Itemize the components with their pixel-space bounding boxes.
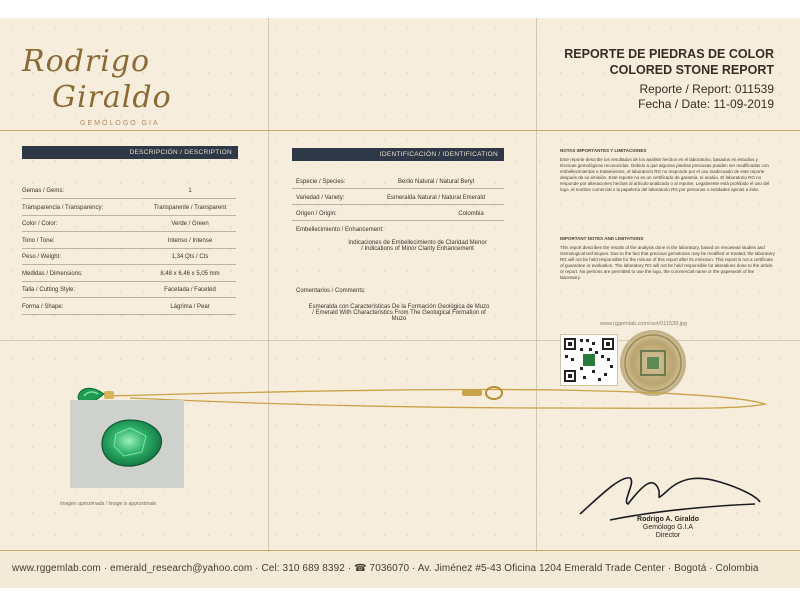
fold-line xyxy=(536,18,537,552)
origin-value: Colombia xyxy=(458,211,484,217)
enhancement-value-line1: Indicaciones de Embellecimiento de Claridad Menor xyxy=(348,240,487,246)
description-value: Transparente / Transparent xyxy=(153,204,227,211)
notes-es-body: Este reporte describe los resultados de los análisis hechos en el laboratorio, basados en estudios y técnicas gemológicas reconocidas. Debido a que algunas piedras preciosas pueden ser modificadas con embellecimientos o tratamientos, el laboratorio RG no responde por el uso inadecuado de este reporte después de su emisión. Este reporte no es un certificado de garantía, ni avalúo. El laboratorio RG no responde por alteraciones hechas al artículo analizado o al reporte. Legalmente está prohibido el uso del logo, el nombre comercial o la papelería del laboratorio RG por personas o entidades ajenas a éste. xyxy=(560,157,770,192)
identification-header: IDENTIFICACIÓN / IDENTIFICATION xyxy=(292,148,504,161)
description-label: Tono / Tone: xyxy=(22,237,55,244)
species-value: Berilo Natural / Natural Beryl xyxy=(397,179,475,185)
notes-es-title: NOTAS IMPORTANTES Y LIMITACIONES xyxy=(560,148,647,153)
comments-label: Comentarios / Comments: xyxy=(296,288,366,294)
cert-url: www.rggemlab.com/cert/011539.jpg xyxy=(600,321,688,327)
footer-rule xyxy=(0,550,800,551)
report-title-en: COLORED STONE REPORT xyxy=(609,63,774,77)
logo-line2: Giraldo xyxy=(52,80,172,115)
signature-title2: Director xyxy=(655,532,681,539)
notes-en-body: This report describes the results of the analysis done in the laboratory, based on renowned studies and Gemological techniques. Due to the fact that precious gemstones may be modified or treated, the laboratory RG will not be held responsible for the misuse of this report after its emission. This report is not a certificate of guarantee or evaluation. The laboratory RG will not be held responsible for alterations done to the article or report. No persons are permitted to use the logo, the commercial name or the paperwork of the laboratory. xyxy=(560,245,775,280)
row-divider xyxy=(22,231,236,232)
enhancement-value xyxy=(330,240,505,252)
gem-photo xyxy=(70,400,184,488)
row-divider xyxy=(22,198,236,199)
report-meta xyxy=(638,82,774,112)
comments-line3: Muzo xyxy=(391,316,407,322)
row-divider xyxy=(22,248,236,249)
report-title-es: REPORTE DE PIEDRAS DE COLOR xyxy=(564,47,774,61)
enhancement-value-line2: / Indications of Minor Clarity Enhancement xyxy=(361,246,474,252)
description-label: Talla / Cutting Style: xyxy=(22,287,76,293)
description-value: Facetada / Faceted xyxy=(164,287,216,293)
variety-value: Esmeralda Natural / Natural Emerald xyxy=(386,195,486,201)
row-divider xyxy=(22,215,236,216)
description-label: Medidas / Dimensions: xyxy=(22,270,83,277)
description-value: 1,34 Qts / Cts xyxy=(171,254,209,260)
footer-contact: www.rggemlab.com · emerald_research@yahoo.com · Cel: 310 689 8392 · ☎ 7036070 · Av. Jiménez #5-43 Oficina 1204 Emerald Trade Center · Bogotá · Colombia xyxy=(12,563,759,574)
signature-block xyxy=(608,516,728,540)
notes-en-title: IMPORTANT NOTES AND LIMITATIONS xyxy=(560,236,644,241)
fold-line xyxy=(268,18,269,552)
origin-label: Origen / Origin: xyxy=(296,211,337,217)
comments-line1: Esmeralda con Características De la Formación Geológica de Muzo xyxy=(308,304,490,310)
description-label: Peso / Weight: xyxy=(22,254,61,260)
row-divider xyxy=(292,188,504,189)
certificate xyxy=(0,18,800,588)
row-divider xyxy=(22,281,236,282)
comments-line2: / Emerald With Characteristics From The Geological Formation of xyxy=(312,310,486,316)
description-value: Intenso / Intense xyxy=(167,237,213,244)
description-label: Forma / Shape: xyxy=(22,303,64,310)
footer xyxy=(0,552,800,588)
notes-en xyxy=(560,236,775,281)
enhancement-label: Embellecimiento / Enhancement: xyxy=(296,227,384,233)
row-divider xyxy=(22,264,236,265)
image-caption: Imagen aproximada / Image is approximate xyxy=(60,501,157,507)
description-header: DESCRIPCIÓN / DESCRIPTION xyxy=(22,146,238,159)
description-label: Gemas / Gems: xyxy=(22,188,65,194)
description-value: 8,48 x 6,46 x 5,05 mm xyxy=(160,270,220,277)
signature-name: Rodrigo A. Giraldo xyxy=(637,516,699,523)
notes-es xyxy=(560,148,775,193)
comments-value xyxy=(296,304,502,322)
logo xyxy=(22,38,172,126)
description-value: Lágrima / Pear xyxy=(170,303,210,310)
row-divider xyxy=(292,204,504,205)
clasp xyxy=(486,387,502,399)
description-label: Color / Color: xyxy=(22,221,58,227)
report-date: Fecha / Date: 11-09-2019 xyxy=(638,97,774,111)
variety-label: Variedad / Variety: xyxy=(296,195,345,201)
logo-line1: Rodrigo xyxy=(22,44,151,79)
row-divider xyxy=(22,314,236,315)
header-rule xyxy=(0,130,800,131)
signature-title1: Gemólogo G.I.A xyxy=(642,524,694,531)
logo-subtitle: GEMÓLOGO GIA xyxy=(80,120,160,127)
report-number: Reporte / Report: 011539 xyxy=(639,82,774,96)
row-divider xyxy=(22,297,236,298)
row-divider xyxy=(292,220,504,221)
description-value: Verde / Green xyxy=(171,221,209,227)
species-label: Especie / Species: xyxy=(296,179,346,185)
emerald-icon xyxy=(70,400,184,488)
description-label: Transparencia / Transparency: xyxy=(22,204,104,211)
description-value: 1 xyxy=(188,188,192,194)
report-title xyxy=(564,46,774,78)
